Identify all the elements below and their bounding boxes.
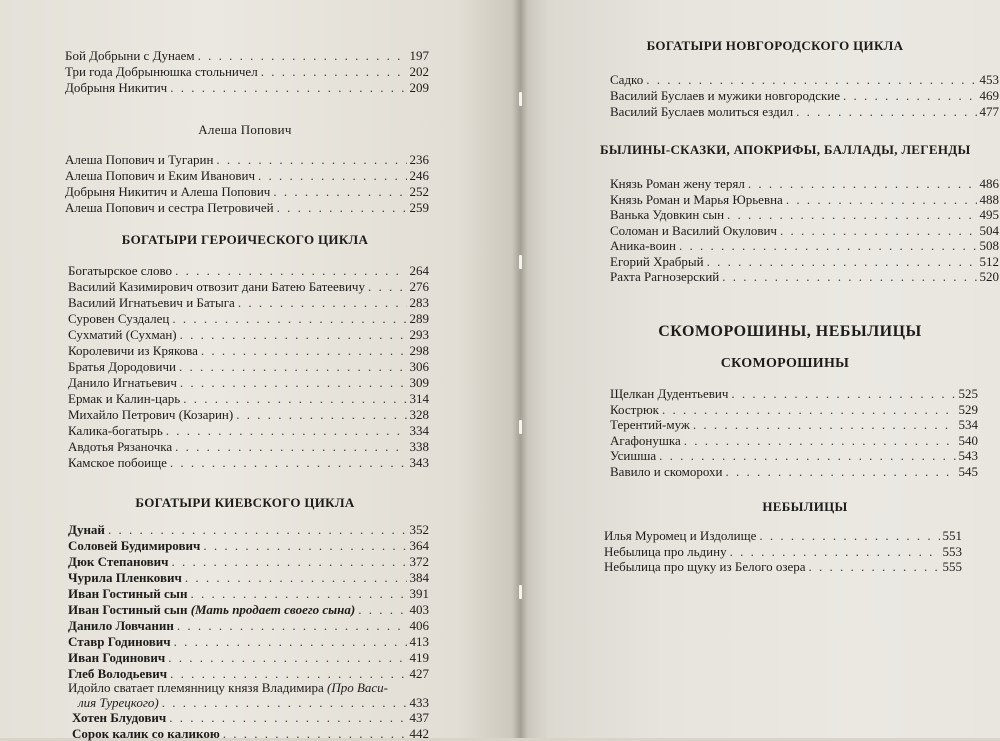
dot-leader <box>166 423 407 438</box>
toc-entry <box>68 391 429 406</box>
toc-entry-title-text: Данило Ловчанин <box>68 618 174 633</box>
toc-entry-page: 545 <box>958 463 978 479</box>
toc-entry-title <box>68 650 165 665</box>
toc-entry-title-text: Сорок калик со каликою <box>72 726 220 741</box>
dot-leader <box>662 402 956 417</box>
dot-leader <box>170 666 406 681</box>
toc-entry-title <box>65 200 274 215</box>
toc-entry <box>72 710 429 725</box>
section-heading-alesha: Алеша Попович <box>198 122 292 137</box>
toc-entry-title-text: Егорий Храбрый <box>610 253 704 269</box>
dot-leader <box>796 104 976 119</box>
section-heading-heroic: БОГАТЫРИ ГЕРОИЧЕСКОГО ЦИКЛА <box>121 232 369 247</box>
toc-entry-page: 525 <box>958 386 978 401</box>
toc-entry-title <box>68 538 200 553</box>
toc-entry-title <box>68 554 169 569</box>
toc-entry <box>65 152 429 167</box>
dot-leader <box>731 386 955 401</box>
toc-entry <box>65 64 429 79</box>
toc-entry-page: 264 <box>409 263 429 278</box>
toc-entry-page: 209 <box>409 80 429 95</box>
toc-entry-page: 488 <box>979 191 999 207</box>
toc-entry-title-text: Суровен Суздалец <box>68 311 170 326</box>
toc-entry-title <box>68 602 355 617</box>
toc-entry-title <box>72 710 166 725</box>
toc-entry-title-text: Добрыня Никитич <box>65 80 168 95</box>
dot-leader <box>646 72 976 87</box>
toc-entry-title-text: Соловей Будимирович <box>68 538 201 553</box>
dot-leader <box>170 80 406 95</box>
toc-entry-page: 252 <box>409 184 429 199</box>
toc-entry-title-text: Иван Гостиный сын <box>68 602 188 617</box>
toc-entry-page: 553 <box>942 543 962 559</box>
toc-entry-page: 197 <box>409 48 429 63</box>
toc-entry <box>65 184 429 199</box>
binding-stitch <box>519 92 522 106</box>
toc-entry-title-text: Алеша Попович и Еким Иванович <box>65 168 256 183</box>
toc-entry-page: 508 <box>979 238 999 253</box>
toc-entry-title-text: Михайло Петрович (Козарин) <box>68 407 234 422</box>
toc-entry <box>68 343 429 358</box>
toc-entry-title-text: Бой Добрыни с Дунаем <box>65 48 195 63</box>
toc-entry-page: 352 <box>409 522 429 537</box>
toc-entry-title <box>610 386 728 401</box>
toc-entry-title-text: Садко <box>610 72 644 87</box>
dot-leader <box>659 448 955 463</box>
toc-entry <box>68 586 429 601</box>
toc-entry-title-text: Василий Игнатьевич и Батыга <box>68 295 235 310</box>
toc-entry <box>604 559 962 574</box>
toc-entry-title-text: Усишша <box>610 448 657 463</box>
dot-leader <box>223 726 407 741</box>
toc-entry-title-text: Иван Годинович <box>68 650 166 665</box>
toc-entry <box>610 448 978 463</box>
toc-entry-title-text: Иван Гостиный сын <box>68 586 188 601</box>
toc-entry <box>610 88 999 103</box>
toc-entry-page: 314 <box>409 391 429 406</box>
toc-entry-long-line2 <box>78 695 429 710</box>
toc-entry-page: 486 <box>979 176 999 191</box>
toc-entry <box>610 207 999 222</box>
toc-entry-page: 306 <box>409 359 429 374</box>
dot-leader <box>684 433 956 448</box>
toc-entry <box>68 407 429 422</box>
toc-entry-page: 469 <box>979 88 999 103</box>
toc-entry-title-text: Князь Роман и Марья Юрьевна <box>610 191 783 207</box>
toc-entry-page: 289 <box>409 311 429 326</box>
toc-entry-title <box>68 618 174 633</box>
toc-entry-title <box>610 104 793 119</box>
toc-entry-title <box>610 176 745 191</box>
toc-entry-title <box>68 634 171 649</box>
toc-entry-page: 419 <box>409 650 429 665</box>
toc-entry-title-text: Василий Казимирович отвозит дани Батею Батеевичу <box>68 279 365 294</box>
dot-leader <box>179 359 407 374</box>
toc-entry <box>68 295 429 310</box>
dot-leader <box>175 439 406 454</box>
toc-entry-title <box>68 391 180 406</box>
toc-entry-title <box>68 279 365 294</box>
toc-entry-title-text: Королевичи из Крякова <box>68 343 198 358</box>
toc-entry <box>610 269 999 284</box>
binding-stitch <box>519 255 522 269</box>
toc-entry-long-note2: лия Турецкого) <box>78 695 159 710</box>
section-heading-tales: БЫЛИНЫ-СКАЗКИ, АПОКРИФЫ, БАЛЛАДЫ, ЛЕГЕНДЫ <box>600 142 971 157</box>
toc-entry <box>72 726 429 741</box>
toc-entry-page: 298 <box>409 343 429 358</box>
toc-entry-title <box>610 88 840 103</box>
toc-entry-title-text: Дюк Степанович <box>68 554 169 569</box>
dot-leader <box>201 343 407 358</box>
toc-entry <box>610 464 978 479</box>
toc-entry <box>610 238 999 253</box>
toc-entry-page: 495 <box>979 207 999 222</box>
toc-entry-title <box>68 359 176 374</box>
toc-entry-page: 543 <box>958 448 978 463</box>
toc-entry-page: 529 <box>958 401 978 417</box>
dot-leader <box>168 650 406 665</box>
toc-entry-title <box>65 80 167 95</box>
dot-leader <box>216 152 406 167</box>
section-heading-novgorod: БОГАТЫРИ НОВГОРОДСКОГО ЦИКЛА <box>646 38 904 53</box>
toc-entry-page: 391 <box>409 586 429 601</box>
toc-entry-long-page: 433 <box>409 695 429 710</box>
toc-entry-title <box>604 559 806 574</box>
toc-entry-page: 520 <box>979 269 999 284</box>
dot-leader <box>169 710 406 725</box>
toc-entry-title-text: Калика-богатырь <box>68 423 163 438</box>
toc-entry-title <box>68 375 177 390</box>
toc-entry-title-text: Три года Добрынюшка стольничел <box>65 64 258 79</box>
toc-entry-title <box>610 269 719 284</box>
toc-entry-title-text: Сухматий (Сухман) <box>68 327 177 342</box>
toc-entry <box>610 417 978 432</box>
toc-entry-page: 246 <box>409 168 429 183</box>
toc-entry <box>68 666 429 681</box>
toc-entry-page: 453 <box>979 72 999 87</box>
toc-entry-title <box>604 544 727 559</box>
dot-leader <box>273 184 406 199</box>
dot-leader <box>238 295 407 310</box>
toc-entry-page: 504 <box>979 222 999 238</box>
toc-entry <box>65 80 429 95</box>
toc-entry <box>610 433 978 448</box>
dot-leader <box>277 200 407 215</box>
toc-entry-title <box>65 152 213 167</box>
part-heading-skomoroshiny: СКОМОРОШИНЫ, НЕБЫЛИЦЫ <box>658 323 922 340</box>
dot-leader <box>780 223 977 238</box>
toc-entry-title <box>68 586 187 601</box>
toc-entry-title-text: Чурила Пленкович <box>68 570 182 585</box>
toc-entry-title-text: Аника-воин <box>610 238 676 253</box>
toc-entry-title <box>65 64 258 79</box>
toc-entry-title-text: Ставр Годинович <box>68 634 171 649</box>
section-heading-nebylitsy: НЕБЫЛИЦЫ <box>762 499 848 514</box>
dot-leader <box>198 48 407 63</box>
toc-entry-page: 437 <box>409 710 429 725</box>
toc-entry <box>65 48 429 63</box>
toc-entry-page: 477 <box>979 104 999 119</box>
toc-entry <box>68 455 429 470</box>
dot-leader <box>180 375 407 390</box>
toc-entry-title <box>610 417 690 432</box>
toc-entry-title <box>610 207 724 222</box>
toc-entry-title-text: Князь Роман жену терял <box>610 176 745 191</box>
toc-entry-page: 413 <box>409 634 429 649</box>
toc-entry <box>610 72 999 87</box>
toc-entry <box>68 538 429 553</box>
toc-entry-title-text: Ванька Удовкин сын <box>610 207 725 222</box>
toc-entry-page: 372 <box>409 554 429 569</box>
toc-entry-title-text: Дунай <box>68 522 105 537</box>
dot-leader <box>730 544 940 559</box>
toc-entry-title <box>610 402 659 417</box>
toc-entry-page: 334 <box>409 423 429 438</box>
dot-leader <box>722 269 976 284</box>
toc-entry <box>610 402 978 417</box>
dot-leader <box>175 263 406 278</box>
toc-entry <box>68 602 429 617</box>
toc-entry-title-text: Братья Дородовичи <box>68 359 176 374</box>
toc-entry-title-text: Алеша Попович и Тугарин <box>65 152 214 167</box>
toc-entry-title <box>68 455 167 470</box>
dot-leader <box>236 407 406 422</box>
dot-leader <box>843 88 976 103</box>
toc-entry-title <box>68 343 198 358</box>
toc-entry-title <box>72 726 220 741</box>
toc-entry-page: 259 <box>409 200 429 215</box>
toc-entry-page: 328 <box>409 407 429 422</box>
toc-entry-title-text: Вавило и скоморохи <box>610 463 723 479</box>
toc-entry <box>68 570 429 585</box>
toc-entry-title-text: Небылица про льдину <box>604 543 727 559</box>
dot-leader <box>177 618 407 633</box>
dot-leader <box>190 586 406 601</box>
toc-entry-title-text: Соломан и Василий Окулович <box>610 222 777 238</box>
toc-entry <box>68 618 429 633</box>
toc-entry-title-text: Кострюк <box>610 401 659 417</box>
toc-entry-title-text: Небылица про щуку из Белого озера <box>604 559 806 574</box>
toc-entry-title-text: Камское побоище <box>68 455 167 470</box>
toc-entry-page: 343 <box>409 455 429 470</box>
toc-entry <box>68 311 429 326</box>
toc-entry <box>68 554 429 569</box>
toc-entry-page: 364 <box>409 538 429 553</box>
toc-entry-page: 309 <box>409 375 429 390</box>
toc-entry-title-text: Данило Игнатьевич <box>68 375 177 390</box>
toc-entry-title-text: Авдотья Рязаночка <box>68 439 173 454</box>
toc-entry <box>610 386 978 401</box>
toc-entry <box>610 104 999 119</box>
toc-entry-title <box>68 423 163 438</box>
toc-entry-title-text: Добрыня Никитич и Алеша Попович <box>65 184 271 199</box>
toc-entry-title-text: Илья Муромец и Издолище <box>604 528 757 543</box>
dot-leader <box>203 538 406 553</box>
toc-entry-page: 512 <box>979 253 999 269</box>
toc-entry-title-text: Глеб Володьевич <box>68 666 168 681</box>
dot-leader <box>358 602 406 617</box>
toc-entry-page: 403 <box>409 602 429 617</box>
toc-entry-page: 551 <box>942 528 962 543</box>
toc-entry-title-text: Рахта Рагнозерский <box>610 269 720 284</box>
toc-entry-title <box>610 464 723 479</box>
dot-leader <box>258 168 406 183</box>
toc-entry-title <box>65 48 195 63</box>
dot-leader <box>170 455 407 470</box>
toc-entry-page: 338 <box>409 439 429 454</box>
toc-entry-page: 442 <box>409 726 429 741</box>
toc-entry <box>68 279 429 294</box>
toc-entry-page: 293 <box>409 327 429 342</box>
toc-entry <box>65 200 429 215</box>
toc-entry <box>68 423 429 438</box>
toc-entry <box>68 634 429 649</box>
toc-entry-title <box>610 238 676 253</box>
binding-stitch <box>519 420 522 434</box>
toc-entry <box>65 168 429 183</box>
toc-entry-page: 534 <box>958 417 978 432</box>
toc-entry-title-text: Агафонушка <box>610 432 681 448</box>
toc-entry-long-note1: (Про Васи- <box>327 680 389 695</box>
dot-leader <box>726 464 956 479</box>
toc-entry-page: 555 <box>942 559 962 574</box>
dot-leader <box>786 192 977 207</box>
dot-leader <box>809 559 940 574</box>
dot-leader <box>261 64 407 79</box>
dot-leader <box>727 207 976 222</box>
dot-leader <box>748 176 977 191</box>
toc-entry-title <box>68 439 172 454</box>
dot-leader <box>183 391 406 406</box>
dot-leader <box>172 311 406 326</box>
toc-entry <box>604 544 962 559</box>
toc-entry-title <box>65 168 255 183</box>
toc-entry-title <box>68 327 177 342</box>
dot-leader <box>679 238 977 253</box>
toc-entry-title-text: Василий Буслаев молиться ездил <box>610 104 794 119</box>
toc-entry-title <box>68 311 169 326</box>
toc-entry-title <box>68 570 182 585</box>
dot-leader <box>368 279 407 294</box>
dot-leader <box>172 554 407 569</box>
toc-entry <box>610 254 999 269</box>
dot-leader <box>707 254 977 269</box>
toc-entry-title <box>604 528 756 543</box>
toc-entry-title <box>610 72 643 87</box>
toc-entry-title <box>610 223 777 238</box>
section-heading-kiev: БОГАТЫРИ КИЕВСКОГО ЦИКЛА <box>135 495 355 510</box>
toc-entry-note: (Мать продает своего сына) <box>190 602 356 617</box>
toc-entry-title <box>610 192 783 207</box>
toc-entry-title <box>68 522 105 537</box>
toc-entry-title-text: Хотен Блудович <box>72 710 167 725</box>
toc-entry-title-text: Терентий-муж <box>610 417 690 432</box>
toc-entry <box>68 439 429 454</box>
dot-leader <box>108 522 407 537</box>
toc-entry-title <box>68 263 172 278</box>
toc-entry-title <box>68 666 167 681</box>
toc-entry-page: 384 <box>409 570 429 585</box>
toc-entry <box>68 359 429 374</box>
toc-entry-title <box>65 184 270 199</box>
section-heading-skomoroshiny: СКОМОРОШИНЫ <box>720 356 850 371</box>
toc-entry <box>610 192 999 207</box>
toc-entry-page: 540 <box>958 432 978 448</box>
dot-leader <box>180 327 407 342</box>
toc-entry-page: 427 <box>409 666 429 681</box>
toc-entry <box>610 223 999 238</box>
toc-entry-page: 276 <box>409 279 429 294</box>
toc-entry <box>68 263 429 278</box>
toc-entry-page: 283 <box>409 295 429 310</box>
dot-leader <box>174 634 407 649</box>
toc-entry-title-text: Василий Буслаев и мужики новгородские <box>610 88 841 103</box>
dot-leader <box>185 570 407 585</box>
toc-entry-page: 406 <box>409 618 429 633</box>
toc-entry-title-text: Щелкан Дудентьевич <box>610 386 729 401</box>
toc-entry-page: 236 <box>409 152 429 167</box>
book-gutter <box>512 0 528 738</box>
toc-entry <box>604 528 962 543</box>
toc-entry <box>68 327 429 342</box>
toc-entry <box>68 650 429 665</box>
toc-entry-title <box>68 407 233 422</box>
toc-entry-page: 202 <box>409 64 429 79</box>
toc-entry-long-title: Идойло сватает племянницу князя Владимира <box>68 680 324 695</box>
toc-entry-title <box>610 254 704 269</box>
toc-entry-title <box>68 295 235 310</box>
toc-entry-title-text: Алеша Попович и сестра Петровичей <box>65 200 274 215</box>
toc-entry-title <box>610 433 681 448</box>
toc-entry-long-line1 <box>68 680 388 695</box>
toc-entry <box>610 176 999 191</box>
toc-entry <box>68 375 429 390</box>
dot-leader <box>759 528 939 543</box>
dot-leader <box>693 417 956 432</box>
toc-entry-title-text: Ермак и Калин-царь <box>68 391 181 406</box>
toc-entry <box>68 522 429 537</box>
toc-entry-title-text: Богатырское слово <box>68 263 173 278</box>
toc-entry-title <box>610 448 656 463</box>
binding-stitch <box>519 585 522 599</box>
right-page <box>520 0 1000 738</box>
